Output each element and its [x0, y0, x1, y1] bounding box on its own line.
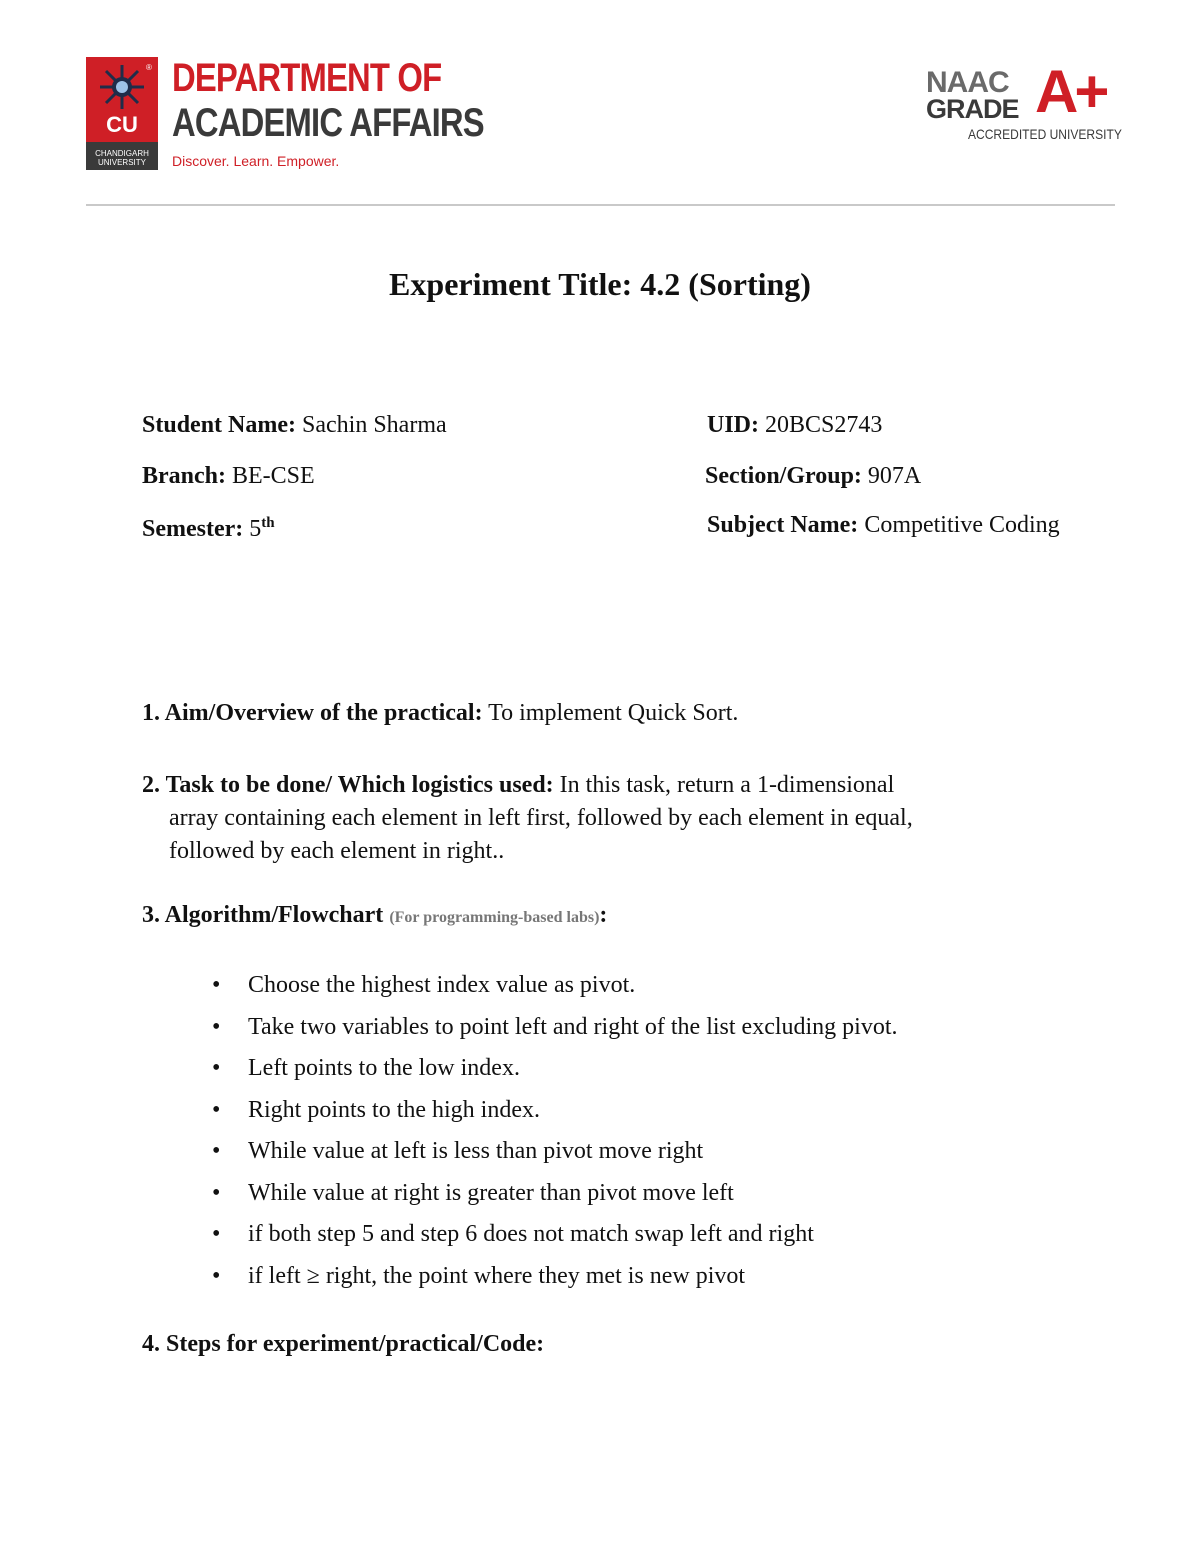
- list-item: • if left ≥ right, the point where they met is new pivot: [212, 1258, 898, 1300]
- algorithm-steps-list: [212, 967, 898, 1299]
- semester-value: 5: [243, 516, 262, 542]
- algorithm-note: (For programming-based labs): [389, 909, 600, 926]
- subject-field: [707, 512, 1060, 539]
- algorithm-section-heading: [142, 902, 607, 929]
- header-divider: [86, 204, 1115, 206]
- student-name-label: Student Name:: [142, 412, 296, 438]
- aim-heading: 1. Aim/Overview of the practical:: [142, 700, 483, 726]
- snowflake-emblem-icon: [98, 63, 146, 111]
- algorithm-colon: :: [599, 902, 608, 928]
- registered-mark: ®: [146, 63, 152, 72]
- task-text-line1: In this task, return a 1-dimensional: [553, 772, 895, 798]
- aim-text: To implement Quick Sort.: [482, 700, 739, 726]
- list-item: • While value at left is less than pivot move right: [212, 1133, 898, 1175]
- branch-field: [142, 463, 315, 490]
- naac-accredited-label: ACCREDITED UNIVERSITY: [968, 126, 1122, 142]
- task-section: [142, 769, 1042, 868]
- department-title-line2: ACADEMIC AFFAIRS: [172, 101, 484, 145]
- semester-field: [142, 515, 275, 543]
- section-value: 907A: [861, 463, 922, 489]
- semester-suffix: th: [261, 515, 275, 531]
- steps-heading: 4. Steps for experiment/practical/Code:: [142, 1331, 545, 1357]
- student-name-field: [142, 412, 447, 439]
- branch-label: Branch:: [142, 463, 226, 489]
- logo-university-name: CHANDIGARH UNIVERSITY: [95, 149, 149, 167]
- task-text-line2: array containing each element in left first, followed by each element in equal,: [169, 805, 913, 831]
- list-item: • Left points to the low index.: [212, 1050, 898, 1092]
- cu-logo: [86, 57, 158, 170]
- branch-value: BE-CSE: [226, 463, 315, 489]
- steps-section-heading: [142, 1331, 544, 1358]
- task-text-line3: followed by each element in right..: [169, 838, 505, 864]
- task-heading: 2. Task to be done/ Which logistics used:: [142, 772, 554, 798]
- subject-label: Subject Name:: [707, 512, 859, 538]
- uid-field: [707, 412, 882, 439]
- list-item: • Take two variables to point left and right of the list excluding pivot.: [212, 1009, 898, 1051]
- experiment-title: Experiment Title: 4.2 (Sorting): [389, 266, 811, 302]
- list-item: • Right points to the high index.: [212, 1092, 898, 1134]
- student-name-value: Sachin Sharma: [296, 412, 447, 438]
- list-item: • Choose the highest index value as pivot.: [212, 967, 898, 1009]
- department-title-line1: DEPARTMENT OF: [172, 56, 442, 100]
- department-tagline: Discover. Learn. Empower.: [172, 153, 340, 169]
- aim-section: [142, 700, 738, 727]
- uid-value: 20BCS2743: [759, 412, 883, 438]
- list-item: • While value at right is greater than pivot move left: [212, 1175, 898, 1217]
- subject-value: Competitive Coding: [858, 512, 1060, 538]
- section-field: [705, 463, 921, 490]
- semester-label: Semester:: [142, 516, 244, 542]
- section-label: Section/Group:: [705, 463, 862, 489]
- naac-grade-label: GRADE: [926, 94, 1019, 124]
- uid-label: UID:: [707, 412, 759, 438]
- naac-label: NAAC: [926, 66, 1009, 99]
- naac-grade-mark: A+: [1035, 58, 1106, 125]
- list-item: • if both step 5 and step 6 does not match swap left and right: [212, 1216, 898, 1258]
- logo-monogram: CU: [106, 112, 138, 137]
- algorithm-heading: 3. Algorithm/Flowchart: [142, 902, 384, 928]
